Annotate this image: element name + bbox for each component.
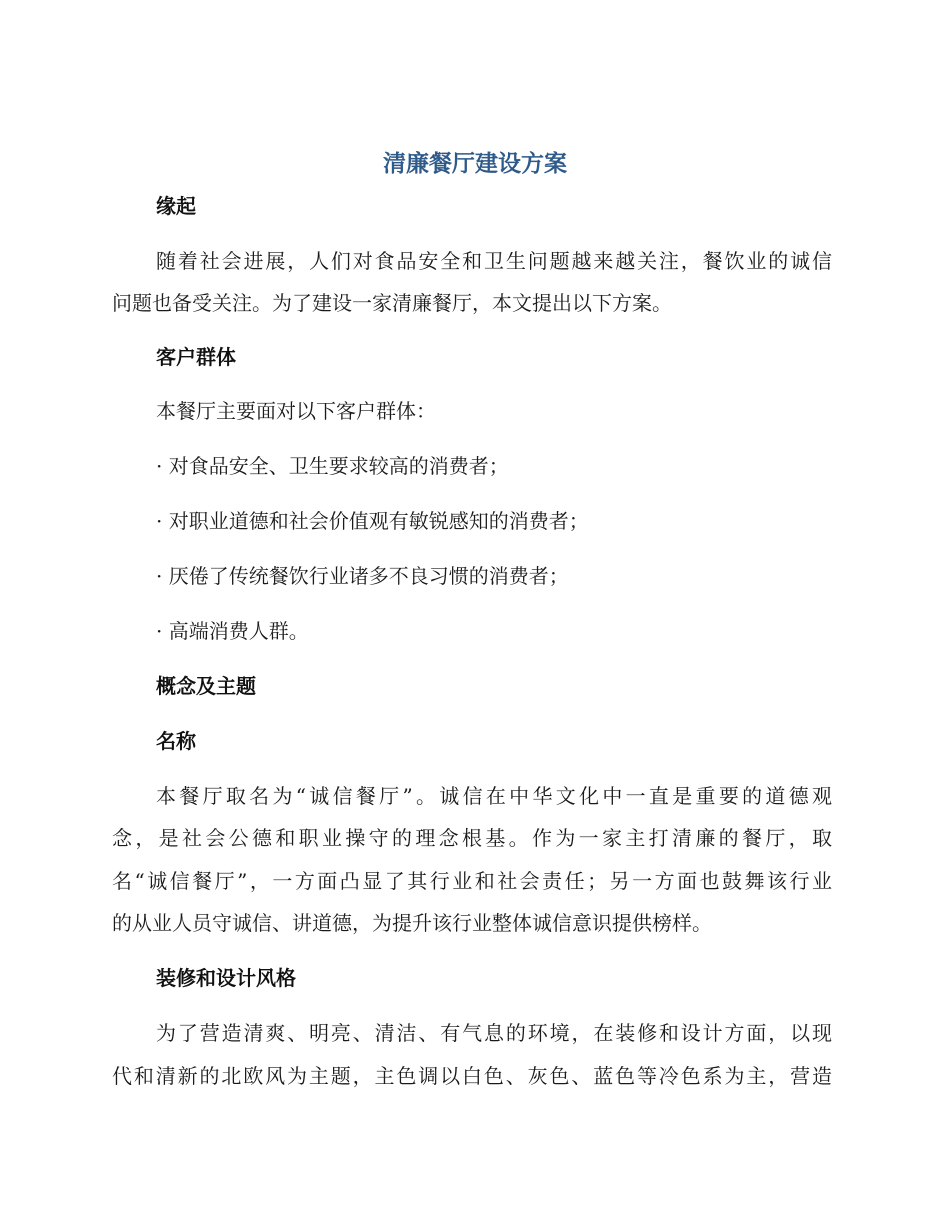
heading-design: 装修和设计风格 xyxy=(156,966,296,990)
customers-intro: 本餐厅主要面对以下客户群体： xyxy=(156,399,436,423)
paragraph-line: 为了营造清爽、明亮、清洁、有气息的环境，在装修和设计方面，以现 xyxy=(156,1021,832,1045)
paragraph-line: 随着社会进展，人们对食品安全和卫生问题越来越关注，餐饮业的诚信 xyxy=(156,249,832,273)
heading-origin: 缘起 xyxy=(156,194,196,218)
paragraph-line: 代和清新的北欧风为主题，主色调以白色、灰色、蓝色等冷色系为主，营造 xyxy=(112,1064,832,1088)
paragraph-line: 名“诚信餐厅”，一方面凸显了其行业和社会责任；另一方面也鼓舞该行业 xyxy=(112,869,832,893)
heading-concept: 概念及主题 xyxy=(156,674,256,698)
paragraph-line: 问题也备受关注。为了建设一家清廉餐厅，本文提出以下方案。 xyxy=(112,291,672,315)
paragraph-line: 的从业人员守诚信、讲道德，为提升该行业整体诚信意识提供榜样。 xyxy=(112,911,712,935)
document-title: 清廉餐厅建设方案 xyxy=(383,151,567,177)
list-item: · 厌倦了传统餐饮行业诸多不良习惯的消费者； xyxy=(156,564,569,588)
list-item: · 对职业道德和社会价值观有敏锐感知的消费者； xyxy=(156,509,589,533)
paragraph-line: 念，是社会公德和职业操守的理念根基。作为一家主打清廉的餐厅，取 xyxy=(112,826,832,850)
heading-customers: 客户群体 xyxy=(156,345,236,369)
list-item: · 对食品安全、卫生要求较高的消费者； xyxy=(156,454,509,478)
paragraph-line: 本餐厅取名为“诚信餐厅”。诚信在中华文化中一直是重要的道德观 xyxy=(156,784,832,808)
heading-name: 名称 xyxy=(156,729,196,753)
list-item: · 高端消费人群。 xyxy=(156,619,309,643)
